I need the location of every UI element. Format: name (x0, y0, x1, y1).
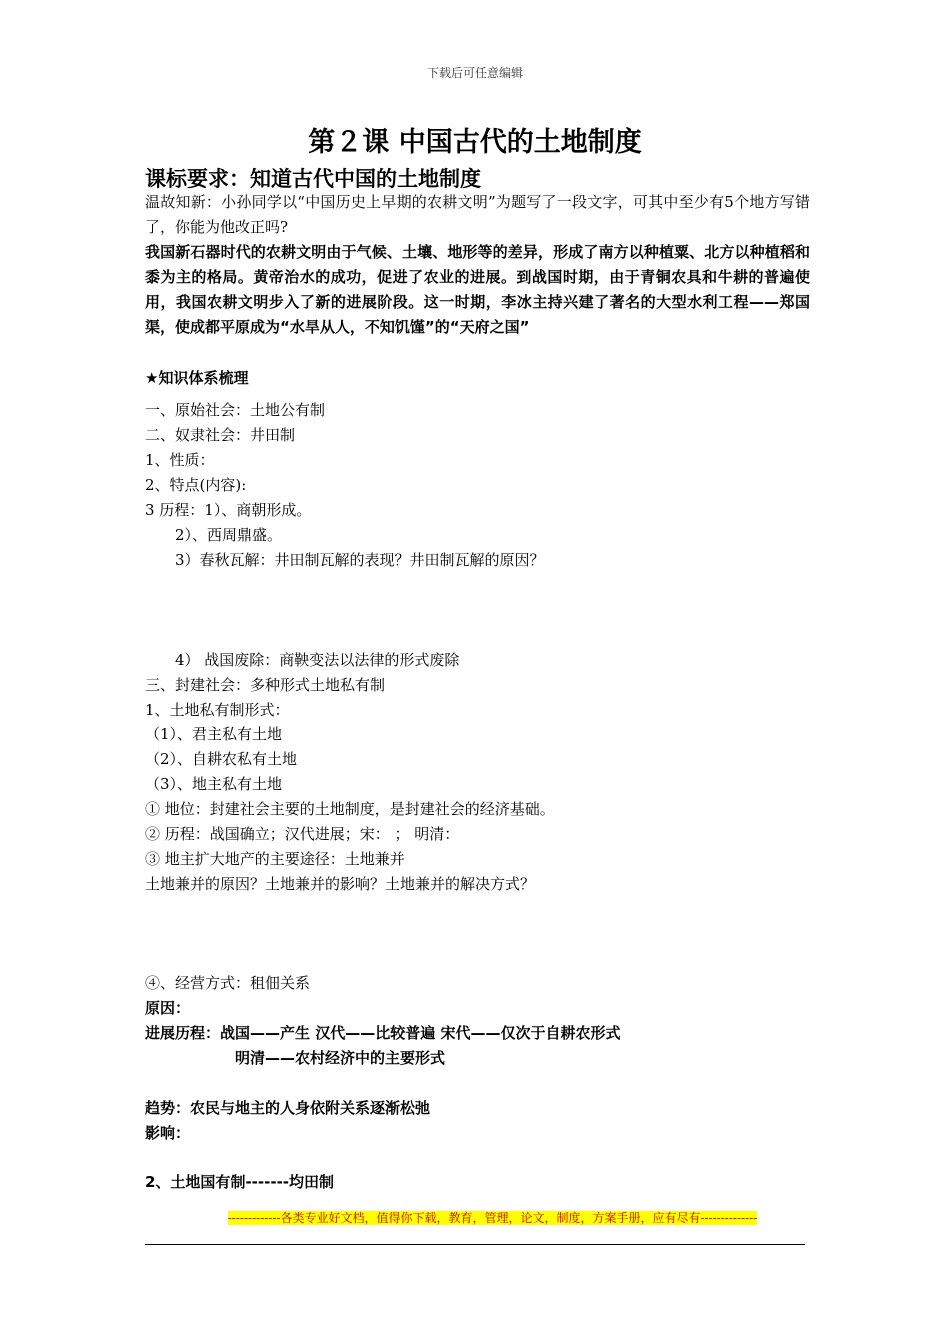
outline-line: 1、性质： (145, 451, 215, 469)
outline-line: 土地兼并的原因？土地兼并的影响？土地兼并的解决方式？ (145, 875, 536, 893)
outline-line: 趋势：农民与地主的人身依附关系逐渐松弛 (145, 1099, 431, 1117)
outline-line: 一、原始社会：土地公有制 (145, 401, 326, 419)
outline-line: 3 历程：1）、商朝形成。 (145, 501, 312, 519)
footer-banner (215, 1210, 770, 1227)
outline-line: 2）、西周鼎盛。 (175, 526, 283, 544)
outline-line: ③ 地主扩大地产的主要途径：土地兼并 (145, 850, 405, 868)
header-note: 下载后可任意编辑 (426, 66, 523, 80)
outline-line: ① 地位：封建社会主要的土地制度，是封建社会的经济基础。 (145, 800, 555, 818)
outline-line: 二、奴隶社会：井田制 (145, 426, 296, 444)
footer-divider (145, 1244, 805, 1245)
outline-line: 原因： (145, 999, 191, 1017)
outline-line: ② 历程：战国确立；汉代进展；宋： ； 明清： (145, 825, 460, 843)
outline-line: 2、土地国有制-------均田制 (145, 1173, 335, 1191)
outline-line: 三、封建社会：多种形式土地私有制 (145, 676, 386, 694)
outline-line: （2）、自耕农私有土地 (145, 750, 298, 768)
outline-line: （1）、君主私有土地 (145, 725, 283, 743)
outline-line: 明清——农村经济中的主要形式 (235, 1049, 446, 1067)
footer-text: -------------各类专业好文档，值得你下载，教育，管理，论文，制度，方案手册，应有尽有-------------- (227, 1211, 758, 1225)
review-prompt: 温故知新：小孙同学以“中国历史上早期的农耕文明”为题写了一段文字，可其中至少有5个地方写错了，你能为他改正吗? (145, 193, 810, 236)
outline-line: （3）、地主私有土地 (145, 775, 283, 793)
outline-line: 进展历程：战国——产生 汉代——比较普遍 宋代——仅次于自耕农形式 (145, 1024, 621, 1042)
outline-line: 影响： (145, 1124, 191, 1142)
review-passage: 我国新石器时代的农耕文明由于气候、土壤、地形等的差异，形成了南方以种植粟、北方以种植稻和黍为主的格局。黄帝治水的成功，促进了农业的进展。到战国时期，由于青铜农具和牛耕的普遍使用，我国农耕文明步入了新的进展阶段。这一时期，李冰主持兴建了著名的大型水利工程——郑国渠，使成都平原成为“水旱从人，不知饥馑”的“天府之国” (145, 243, 810, 336)
outline-line: ④、经营方式：租佃关系 (145, 974, 311, 992)
section-heading: ★知识体系梳理 (145, 369, 249, 387)
curriculum-requirement: 课标要求：知道古代中国的土地制度 (145, 167, 481, 191)
page-title: 第２课 中国古代的土地制度 (308, 127, 642, 158)
outline-line: 1、土地私有制形式： (145, 701, 290, 719)
outline-line: 3）春秋瓦解：井田制瓦解的表现？井田制瓦解的原因？ (175, 551, 545, 569)
outline-line: 4） 战国废除：商鞅变法以法律的形式废除 (175, 651, 460, 669)
outline-line: 2、特点(内容): (145, 476, 247, 494)
